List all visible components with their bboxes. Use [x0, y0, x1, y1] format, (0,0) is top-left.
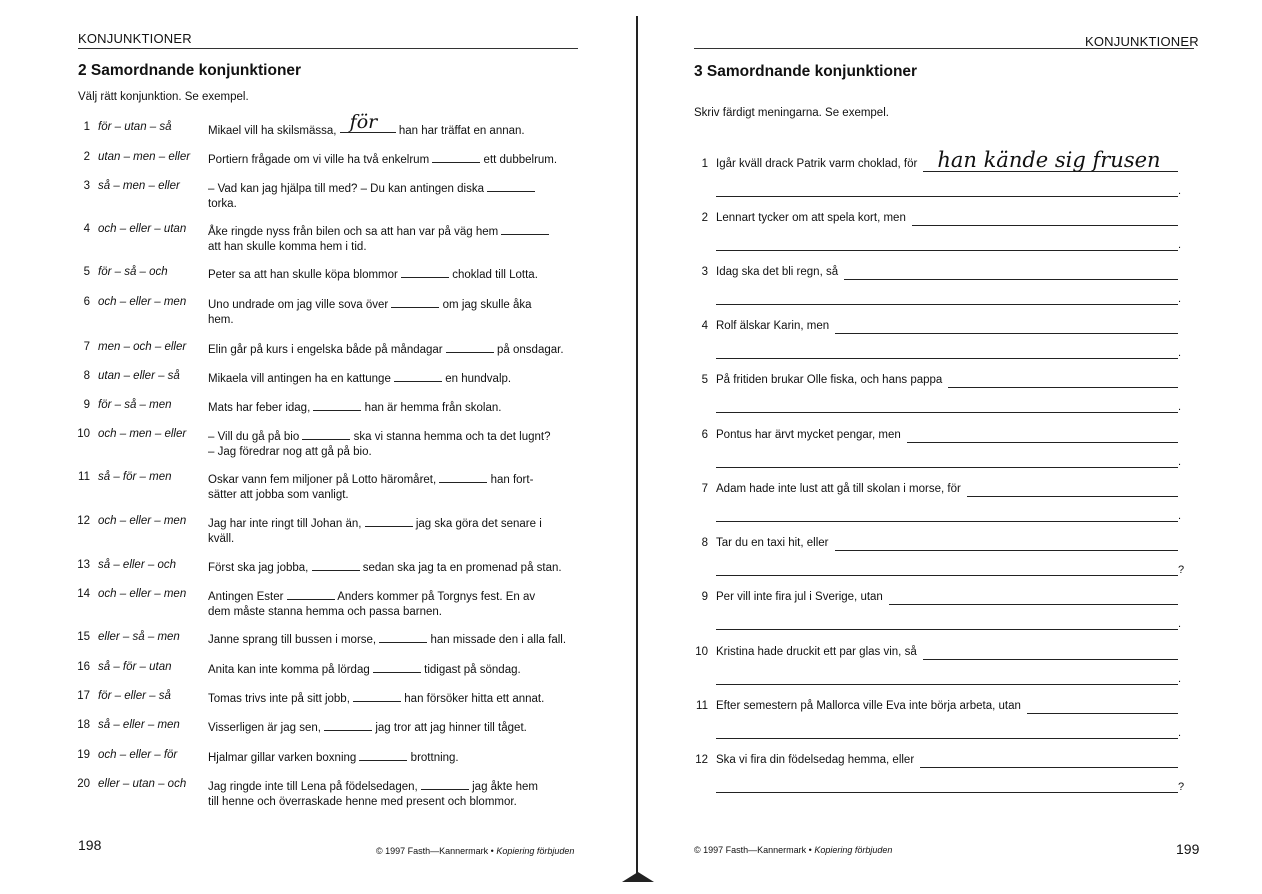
sentence-start: Tomas trivs inte på sitt jobb, — [208, 693, 354, 705]
answer-line-continuation[interactable] — [716, 575, 1178, 576]
conjunction-options: och – eller – men — [98, 515, 187, 527]
sentence-end-mark: ? — [1178, 564, 1185, 576]
left-section-title: 2 Samordnande konjunktioner — [78, 62, 302, 79]
answer-blank[interactable] — [394, 370, 442, 382]
left-footer: © 1997 Fasth—Kannermark • Kopiering förbjuden — [376, 846, 575, 856]
sentence-start: Jag har inte ringt till Johan än, — [208, 518, 365, 530]
exercise-sentence — [208, 690, 583, 707]
item-number: 12 — [77, 515, 90, 527]
sentence-end: sedan ska jag ta en promenad på stan. — [359, 562, 562, 574]
sentence-start: Först ska jag jobba, — [208, 562, 312, 574]
item-number: 20 — [77, 778, 90, 790]
answer-line[interactable] — [835, 333, 1178, 334]
exercise-sentence — [208, 341, 583, 358]
answer-line[interactable] — [912, 225, 1178, 226]
item-number: 16 — [77, 661, 90, 673]
answer-line-continuation[interactable] — [716, 196, 1178, 197]
sentence-start: Mikaela vill antingen ha en kattunge — [208, 373, 395, 385]
answer-line-continuation[interactable] — [716, 412, 1178, 413]
conjunction-options: eller – så – men — [98, 631, 180, 643]
answer-line[interactable] — [967, 496, 1178, 497]
item-number: 14 — [77, 588, 90, 600]
book-spine — [636, 16, 638, 882]
sentence-end: han är hemma från skolan. — [361, 402, 502, 414]
sentence-start: Jag ringde inte till Lena på födelsedagen, — [208, 781, 421, 793]
conjunction-options: och – men – eller — [98, 428, 187, 440]
sentence-start: – Vad kan jag hjälpa till med? – Du kan antingen diska — [208, 183, 488, 195]
sentence-end: jag åkte hem — [468, 781, 538, 793]
answer-blank[interactable] — [324, 719, 372, 731]
exercise-sentence — [208, 588, 583, 620]
sentence-end-mark: . — [1178, 401, 1182, 413]
sentence-continuation: att han skulle komma hem i tid. — [208, 241, 367, 253]
conjunction-options: men – och – eller — [98, 341, 187, 353]
answer-blank[interactable] — [353, 690, 401, 702]
answer-line-continuation[interactable] — [716, 792, 1178, 793]
item-number: 3 — [83, 180, 90, 192]
exercise-sentence — [208, 749, 583, 766]
item-number: 5 — [701, 374, 708, 386]
sentence-start: – Vill du gå på bio — [208, 431, 303, 443]
exercise-sentence — [208, 719, 583, 736]
answer-line-continuation[interactable] — [716, 304, 1178, 305]
item-number: 10 — [695, 646, 708, 658]
sentence-continuation: sätter att jobba som vanligt. — [208, 489, 349, 501]
item-number: 19 — [77, 749, 90, 761]
item-number: 9 — [701, 591, 708, 603]
sentence-continuation: hem. — [208, 314, 234, 326]
conjunction-options: för – så – men — [98, 399, 172, 411]
conjunction-options: så – eller – och — [98, 559, 176, 571]
left-page-number: 198 — [78, 837, 102, 853]
exercise-sentence — [208, 223, 583, 255]
exercise-sentence: Tar du en taxi hit, eller — [716, 537, 829, 549]
sentence-end: brottning. — [407, 752, 459, 764]
answer-line[interactable] — [923, 659, 1178, 660]
sentence-start: Janne sprang till bussen i morse, — [208, 634, 380, 646]
sentence-end-mark: . — [1178, 347, 1182, 359]
answer-line[interactable] — [844, 279, 1178, 280]
conjunction-options: så – eller – men — [98, 719, 180, 731]
sentence-end: ett dubbelrum. — [480, 154, 558, 166]
answer-line[interactable] — [948, 387, 1178, 388]
answer-blank[interactable] — [313, 399, 361, 411]
sentence-end: ska vi stanna hemma och ta det lugnt? — [350, 431, 551, 443]
exercise-sentence: Idag ska det bli regn, så — [716, 266, 839, 278]
answer-blank[interactable] — [501, 223, 549, 235]
exercise-sentence — [208, 296, 583, 328]
sentence-continuation: – Jag föredrar nog att gå på bio. — [208, 446, 372, 458]
left-instruction: Välj rätt konjunktion. Se exempel. — [78, 91, 249, 103]
exercise-sentence: Per vill inte fira jul i Sverige, utan — [716, 591, 883, 603]
exercise-sentence — [208, 151, 583, 168]
answer-blank[interactable] — [379, 631, 427, 643]
exercise-sentence — [208, 111, 583, 139]
sentence-start: Visserligen är jag sen, — [208, 722, 325, 734]
sentence-end: Anders kommer på Torgnys fest. En av — [334, 591, 536, 603]
sentence-end: på onsdagar. — [493, 344, 564, 356]
sentence-continuation: dem måste stanna hemma och passa barnen. — [208, 606, 442, 618]
answer-line[interactable] — [835, 550, 1178, 551]
answer-blank[interactable] — [421, 778, 469, 790]
item-number: 17 — [77, 690, 90, 702]
exercise-sentence — [208, 180, 583, 212]
sentence-start: Hjalmar gillar varken boxning — [208, 752, 360, 764]
sentence-end: han missade den i alla fall. — [427, 634, 567, 646]
answer-line-continuation[interactable] — [716, 738, 1178, 739]
sentence-end: en hundvalp. — [442, 373, 512, 385]
sentence-start: Åke ringde nyss från bilen och sa att han var på väg hem — [208, 226, 502, 238]
exercise-sentence: Kristina hade druckit ett par glas vin, så — [716, 646, 917, 658]
exercise-sentence: Ska vi fira din födelsedag hemma, eller — [716, 754, 915, 766]
item-number: 4 — [701, 320, 708, 332]
sentence-end: jag ska göra det senare i — [412, 518, 542, 530]
exercise-sentence: Pontus har ärvt mycket pengar, men — [716, 429, 901, 441]
conjunction-options: så – för – men — [98, 471, 172, 483]
sentence-start: Oskar vann fem miljoner på Lotto häromåret, — [208, 474, 440, 486]
exercise-sentence: Adam hade inte lust att gå till skolan i morse, för — [716, 483, 961, 495]
item-number: 3 — [701, 266, 708, 278]
exercise-sentence: Efter semestern på Mallorca ville Eva inte börja arbeta, utan — [716, 700, 1021, 712]
conjunction-options: och – eller – för — [98, 749, 178, 761]
answer-line-continuation[interactable] — [716, 684, 1178, 685]
item-number: 1 — [83, 121, 90, 133]
sentence-end-mark: . — [1178, 510, 1182, 522]
exercise-sentence — [208, 559, 583, 576]
right-page-number: 199 — [1176, 841, 1200, 857]
answer-line-continuation[interactable] — [716, 629, 1178, 630]
exercise-sentence — [208, 778, 583, 810]
conjunction-options: utan – men – eller — [98, 151, 191, 163]
item-number: 6 — [83, 296, 90, 308]
sentence-end: choklad till Lotta. — [449, 269, 538, 281]
exercise-sentence: På fritiden brukar Olle fiska, och hans pappa — [716, 374, 943, 386]
item-number: 18 — [77, 719, 90, 731]
item-number: 2 — [83, 151, 90, 163]
exercise-sentence: Lennart tycker om att spela kort, men — [716, 212, 906, 224]
sentence-end-mark: . — [1178, 239, 1182, 251]
sentence-end-mark: . — [1178, 293, 1182, 305]
conjunction-options: för – utan – så — [98, 121, 172, 133]
exercise-sentence — [208, 370, 583, 387]
sentence-start: Antingen Ester — [208, 591, 287, 603]
conjunction-options: för – eller – så — [98, 690, 171, 702]
item-number: 6 — [701, 429, 708, 441]
item-number: 2 — [701, 212, 708, 224]
answer-line[interactable] — [1027, 713, 1178, 714]
answer-blank[interactable] — [302, 428, 350, 440]
item-number: 13 — [77, 559, 90, 571]
spine-shadow — [622, 872, 654, 882]
sentence-start: Uno undrade om jag ville sova över — [208, 299, 392, 311]
item-number: 11 — [78, 471, 90, 483]
sentence-end-mark: . — [1178, 673, 1182, 685]
sentence-end: om jag skulle åka — [439, 299, 532, 311]
conjunction-options: så – men – eller — [98, 180, 180, 192]
sentence-start: Portiern frågade om vi ville ha två enkelrum — [208, 154, 433, 166]
answer-blank[interactable] — [391, 296, 439, 308]
conjunction-options: för – så – och — [98, 266, 168, 278]
conjunction-options: så – för – utan — [98, 661, 172, 673]
answer-blank[interactable] — [446, 341, 494, 353]
exercise-sentence — [208, 428, 583, 460]
item-number: 4 — [83, 223, 90, 235]
item-number: 8 — [83, 370, 90, 382]
handwritten-answer: han kände sig frusen — [937, 148, 1161, 172]
item-number: 1 — [701, 158, 708, 170]
answer-line-continuation[interactable] — [716, 467, 1178, 468]
answer-blank[interactable] — [401, 266, 449, 278]
sentence-start: Mikael vill ha skilsmässa, — [208, 125, 340, 137]
sentence-start: Elin går på kurs i engelska både på måndagar — [208, 344, 446, 356]
sentence-end: han fort- — [487, 474, 534, 486]
exercise-sentence — [208, 631, 583, 648]
answer-blank[interactable] — [432, 151, 480, 163]
answer-line[interactable] — [907, 442, 1178, 443]
item-number: 9 — [83, 399, 90, 411]
sentence-start: Mats har feber idag, — [208, 402, 314, 414]
answer-blank[interactable] — [439, 471, 487, 483]
right-header: KONJUNKTIONER — [1085, 34, 1199, 49]
sentence-end: han har träffat en annan. — [395, 125, 525, 137]
item-number: 15 — [77, 631, 90, 643]
sentence-end-mark: . — [1178, 456, 1182, 468]
item-number: 12 — [695, 754, 708, 766]
sentence-end: han försöker hitta ett annat. — [401, 693, 545, 705]
exercise-sentence — [208, 471, 583, 503]
answer-blank[interactable] — [312, 559, 360, 571]
answer-line[interactable] — [920, 767, 1178, 768]
answer-blank[interactable] — [487, 180, 535, 192]
right-section-title: 3 Samordnande konjunktioner — [694, 63, 918, 80]
conjunction-options: och – eller – utan — [98, 223, 187, 235]
exercise-sentence — [208, 661, 583, 678]
conjunction-options: eller – utan – och — [98, 778, 187, 790]
sentence-end-mark: . — [1178, 727, 1182, 739]
answer-blank[interactable] — [365, 515, 413, 527]
item-number: 10 — [77, 428, 90, 440]
handwritten-answer: för — [349, 111, 378, 133]
exercise-sentence: Igår kväll drack Patrik varm choklad, för — [716, 158, 918, 170]
answer-blank[interactable] — [340, 111, 396, 133]
conjunction-options: och – eller – men — [98, 588, 187, 600]
sentence-end-mark: . — [1178, 618, 1182, 630]
item-number: 7 — [83, 341, 90, 353]
conjunction-options: utan – eller – så — [98, 370, 180, 382]
right-instruction: Skriv färdigt meningarna. Se exempel. — [694, 107, 889, 119]
answer-blank[interactable] — [359, 749, 407, 761]
exercise-sentence — [208, 515, 583, 547]
exercise-sentence — [208, 399, 583, 416]
item-number: 7 — [701, 483, 708, 495]
answer-blank[interactable] — [373, 661, 421, 673]
sentence-start: Anita kan inte komma på lördag — [208, 664, 373, 676]
item-number: 11 — [696, 700, 708, 712]
answer-line-continuation[interactable] — [716, 250, 1178, 251]
sentence-continuation: till henne och överraskade henne med present och blommor. — [208, 796, 517, 808]
left-header-rule — [78, 48, 578, 49]
right-footer: © 1997 Fasth—Kannermark • Kopiering förbjuden — [694, 845, 893, 855]
answer-line-continuation[interactable] — [716, 358, 1178, 359]
exercise-sentence — [208, 266, 583, 283]
sentence-continuation: torka. — [208, 198, 237, 210]
item-number: 8 — [701, 537, 708, 549]
item-number: 5 — [83, 266, 90, 278]
sentence-continuation: kväll. — [208, 533, 235, 545]
sentence-end: jag tror att jag hinner till tåget. — [372, 722, 527, 734]
sentence-end-mark: ? — [1178, 781, 1185, 793]
sentence-end-mark: . — [1178, 185, 1182, 197]
sentence-start: Peter sa att han skulle köpa blommor — [208, 269, 402, 281]
answer-blank[interactable] — [287, 588, 335, 600]
answer-line-continuation[interactable] — [716, 521, 1178, 522]
conjunction-options: och – eller – men — [98, 296, 187, 308]
sentence-end: tidigast på söndag. — [420, 664, 521, 676]
left-header: KONJUNKTIONER — [78, 31, 192, 46]
exercise-sentence: Rolf älskar Karin, men — [716, 320, 830, 332]
answer-line[interactable] — [889, 604, 1178, 605]
